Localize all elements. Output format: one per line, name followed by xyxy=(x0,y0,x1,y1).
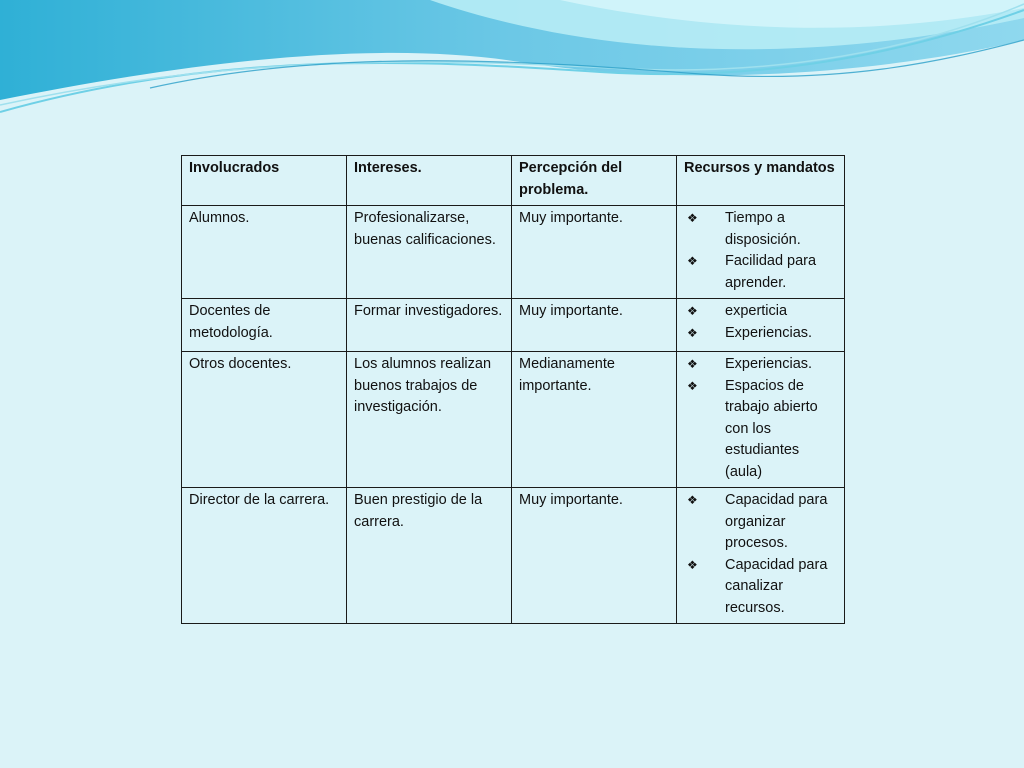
list-item: ❖ Espacios de trabajo abierto con los estudiantes (aula) xyxy=(684,376,838,484)
table-row xyxy=(182,299,845,352)
decorative-waves xyxy=(0,0,1024,140)
cell-intereses: Buen prestigio de la carrera. xyxy=(347,488,512,624)
table-row xyxy=(182,488,845,624)
diamond-bullet-icon: ❖ xyxy=(687,254,698,268)
cell-involucrado: Docentes de metodología. xyxy=(182,299,347,352)
diamond-bullet-icon: ❖ xyxy=(687,493,698,507)
header-involucrados: Involucrados xyxy=(182,156,347,206)
diamond-bullet-icon: ❖ xyxy=(687,325,698,340)
list-item: ❖ Experiencias. xyxy=(684,354,838,376)
cell-recursos xyxy=(677,299,845,352)
table-row xyxy=(182,206,845,299)
cell-percepcion: Muy importante. xyxy=(512,299,677,352)
table-row xyxy=(182,352,845,488)
cell-intereses: Profesionalizarse, buenas calificaciones. xyxy=(347,206,512,299)
cell-percepcion: Muy importante. xyxy=(512,206,677,299)
header-intereses: Intereses. xyxy=(347,156,512,206)
cell-involucrado: Otros docentes. xyxy=(182,352,347,488)
diamond-bullet-icon: ❖ xyxy=(687,378,698,393)
table-header-row xyxy=(182,156,845,206)
stakeholder-table xyxy=(181,155,845,624)
diamond-bullet-icon: ❖ xyxy=(687,357,698,371)
diamond-bullet-icon: ❖ xyxy=(687,304,698,318)
cell-intereses: Los alumnos realizan buenos trabajos de investigación. xyxy=(347,352,512,488)
header-percepcion: Percepción del problema. xyxy=(512,156,677,206)
cell-recursos xyxy=(677,206,845,299)
cell-involucrado: Director de la carrera. xyxy=(182,488,347,624)
cell-percepcion: Medianamente importante. xyxy=(512,352,677,488)
cell-percepcion: Muy importante. xyxy=(512,488,677,624)
cell-recursos xyxy=(677,352,845,488)
list-item: ❖ Capacidad para canalizar recursos. xyxy=(684,555,838,620)
cell-recursos xyxy=(677,488,845,624)
list-item: ❖ experticia xyxy=(684,301,838,323)
cell-involucrado: Alumnos. xyxy=(182,206,347,299)
list-item: ❖ Capacidad para organizar procesos. xyxy=(684,490,838,555)
list-item: ❖ Facilidad para aprender. xyxy=(684,251,838,294)
list-item: ❖ Tiempo a disposición. xyxy=(684,208,838,251)
header-recursos: Recursos y mandatos xyxy=(677,156,845,206)
diamond-bullet-icon: ❖ xyxy=(687,211,698,225)
cell-intereses: Formar investigadores. xyxy=(347,299,512,352)
list-item: ❖ Experiencias. xyxy=(684,323,838,345)
diamond-bullet-icon: ❖ xyxy=(687,557,698,572)
